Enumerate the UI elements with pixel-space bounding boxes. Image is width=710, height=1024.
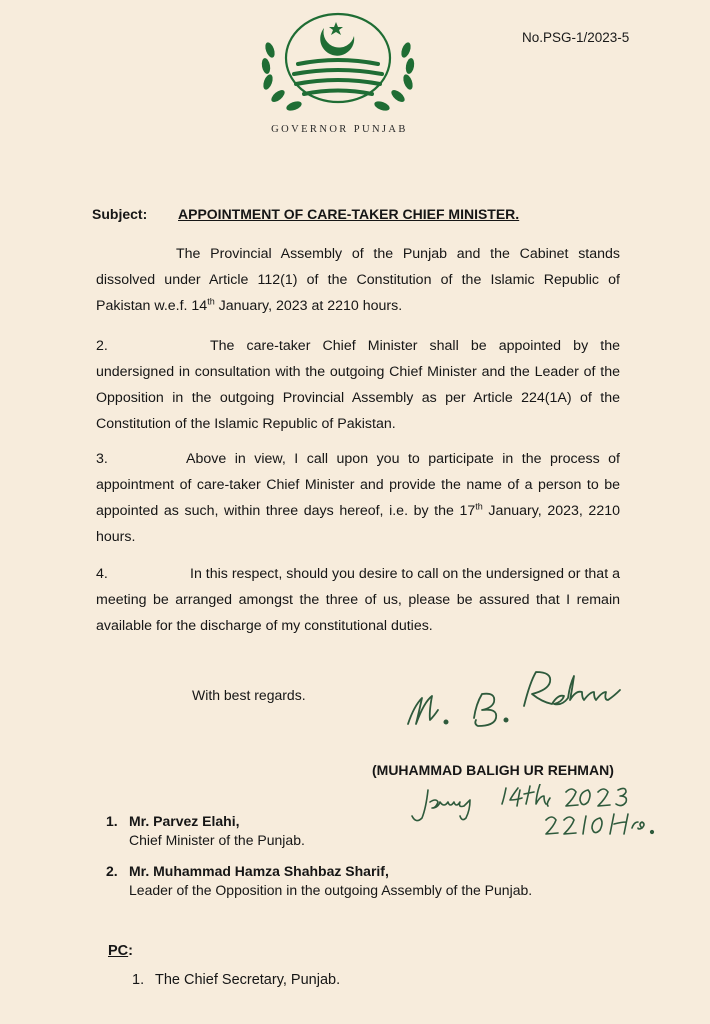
paragraph-2	[96, 333, 620, 437]
addressee-1-number: 1.	[106, 813, 118, 829]
addressee-1	[106, 812, 305, 850]
signatory-name: (MUHAMMAD BALIGH UR REHMAN)	[372, 762, 614, 778]
pc-label	[108, 943, 133, 959]
addressee-1-designation: Chief Minister of the Punjab.	[129, 832, 305, 848]
paragraph-3-sup: th	[475, 501, 483, 512]
paragraph-3	[96, 446, 620, 550]
paragraph-3-number: 3.	[96, 451, 108, 467]
pc-label-text: PC	[108, 943, 129, 959]
reference-number: No.PSG-1/2023-5	[522, 30, 630, 45]
paragraph-1-text: The Provincial Assembly of the Punjab and the Cabinet stands dissolved under Article 112(1) of the Constitution of the Islamic Republic of Pakistan w.e.f. 14	[96, 246, 620, 314]
paragraph-4-text: In this respect, should you desire to call on the undersigned or that a meeting be arranged amongst the three of us, please be assured that I remain available for the discharge of my constitutional duties.	[96, 566, 620, 634]
paragraph-2-number: 2.	[96, 338, 108, 354]
addressee-2-number: 2.	[106, 863, 118, 879]
addressee-2-name: Mr. Muhammad Hamza Shahbaz Sharif,	[129, 863, 389, 879]
subject-label: Subject:	[92, 206, 148, 222]
paragraph-1	[96, 241, 620, 319]
paragraph-1-text-end: January, 2023 at 2210 hours.	[214, 298, 403, 314]
pc-colon: :	[128, 943, 133, 959]
handwritten-signature	[400, 662, 650, 734]
paragraph-1-sup: th	[207, 296, 215, 307]
closing-regards: With best regards.	[192, 687, 306, 703]
punjab-emblem-icon	[254, 8, 422, 120]
handwritten-date	[410, 784, 660, 846]
addressee-2-designation: Leader of the Opposition in the outgoing Assembly of the Punjab.	[129, 882, 533, 898]
addressee-2	[106, 862, 532, 900]
pc-item-1-text: The Chief Secretary, Punjab.	[155, 972, 341, 988]
paragraph-4	[96, 561, 620, 639]
letterhead-title: GOVERNOR PUNJAB	[271, 124, 408, 135]
subject-text: APPOINTMENT OF CARE-TAKER CHIEF MINISTER.	[178, 206, 520, 222]
paragraph-4-number: 4.	[96, 566, 108, 582]
paragraph-3-text: Above in view, I call upon you to participate in the process of appointment of care-taker Chief Minister and provide the name of a person to be appointed as such, within three days hereof, i.e. by the 17	[96, 451, 620, 519]
addressee-1-name: Mr. Parvez Elahi,	[129, 813, 240, 829]
pc-item-1-number: 1.	[132, 972, 145, 988]
paragraph-3-text-end: January, 2023, 2210 hours.	[96, 503, 620, 545]
pc-item-1	[132, 972, 340, 988]
paragraph-2-text: The care-taker Chief Minister shall be appointed by the undersigned in consultation with the outgoing Chief Minister and the Leader of the Opposition in the outgoing Provincial Assembly as per Article 224(1A) of the Constitution of the Islamic Republic of Pakistan.	[96, 338, 620, 432]
